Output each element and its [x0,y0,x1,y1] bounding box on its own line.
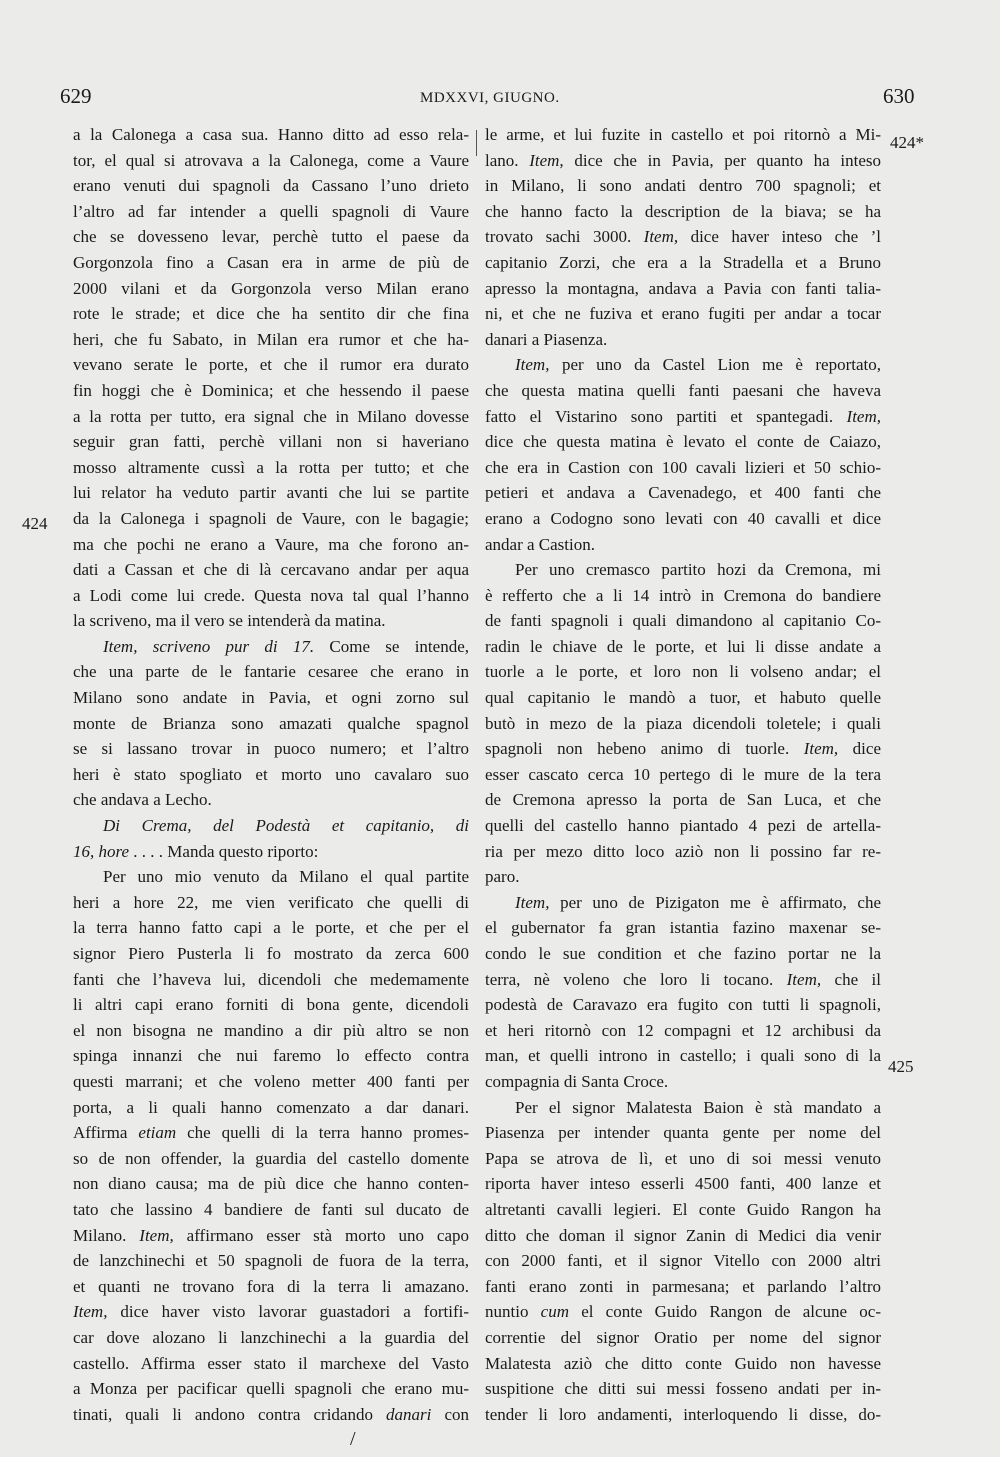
text-line: Per uno cremasco partito hozi da Cremona, mi [515,560,881,580]
text-line: ni, et che ne fuziva et erano fugiti per andar a tocar [485,304,881,324]
left-column [73,122,469,1427]
text-line: la terra hanno fatto capi a le porte, et che per el [73,918,469,938]
text-line: che era in Castion con 100 cavali lizieri et 50 schio- [485,457,881,477]
text-line: Per el signor Malatesta Baion è stà mandato a [515,1097,881,1117]
text-line: Gorgonzola fino a Casan era in arme de più de [73,252,469,272]
text-line: car dove alozano li lanzchinechi a la guardia del [73,1327,469,1347]
text-line: monte de Brianza sono amazati qualche spagnol [73,713,469,733]
text-line: che questa matina quelli fanti paesani che haveva [485,380,881,400]
text-line: el non bisogna ne mandino a dir più altro se non [73,1020,469,1040]
text-line: tuorle a le porte, et loro non li volseno andar; el [485,662,881,682]
text-line: signor Piero Pusterla li fo mostrato da zerca 600 [73,944,469,963]
text-line: fanti erano zonti in parmesana; et parlando l’altro [485,1276,881,1296]
text-line: castello. Affirma esser stato il marchexe del Vasto [73,1353,469,1373]
text-line: le arme, et lui fuzite in castello et poi ritornò a Mi- [485,125,881,144]
text-line: ditto che doman il signor Zanin di Medici dia venir [485,1225,881,1245]
text-line: che se dovesseno levar, perchè tutto el paese da [73,227,469,247]
text-line: man, et quelli introno in castello; i quali sono di la [485,1046,881,1066]
text-line: se si lassano trovar in puoco numero; et l’altro [73,739,469,759]
text-line: che andava a Lecho. [73,790,212,810]
running-header: MDXXVI, GIUGNO. [420,90,560,106]
text-line: nuntio cum el conte Guido Rangon de alcune oc- [485,1302,881,1322]
text-line: compagnia di Santa Croce. [485,1071,669,1091]
text-line: vevano serate le porte, et che il rumor era durato [73,355,469,375]
text-line: a Lodi come lui crede. Questa nova tal qual l’hanno [73,585,469,605]
text-line: Malatesta aziò che ditto conte Guido non havesse [485,1353,881,1373]
text-line: spagnoli non hebeno animo di tuorle. Item, dice [485,739,881,759]
column-rule [476,130,477,156]
text-line: porta, a li quali hanno comenzato a dar danari. [73,1097,469,1117]
text-line: altretanti cavalli legieri. El conte Guido Rangon ha [485,1199,881,1219]
text-line: et quanti ne trovano fora di la terra li amazano. [73,1276,469,1296]
right-column [485,122,881,1427]
text-line: dati a Cassan et che di là cercavano andar per aqua [73,560,469,580]
text-line: Di Crema, del Podestà et capitanio, di [103,816,469,836]
text-line: seguir gran fatti, perchè villani non si haveriano [73,432,469,452]
text-line: fin hoggi che è Dominica; et che hessendo il paese [73,380,469,400]
text-line: de lanzchinechi et 50 spagnoli de fuora de la terra, [73,1251,469,1271]
text-line: lano. Item, dice che in Pavia, per quanto ha inteso [485,150,881,170]
text-line: non diano causa; ma de più dice che hanno conten- [73,1174,469,1194]
text-line: podestà de Caravazo era fugito con tutti li spagnoli, [485,995,881,1015]
text-line: Item, dice haver visto lavorar guastadori a fortifi- [73,1302,469,1322]
text-line: la scriveno, ma il vero se intenderà da matina. [73,611,386,631]
margin-note-right-top: 424* [890,133,924,152]
text-line: de Cremona apresso la porta de San Luca, et che [485,790,881,810]
text-line: Papa se atrova de lì, et uno di soi messi venuto [485,1148,881,1168]
text-line: heri è stato spogliato et morto uno cavalaro suo [73,764,469,784]
text-line: de fanti spagnoli i quali dimandono al capitanio Co- [485,611,881,631]
text-line: suspitione che ditti sui messi fosseno andati per in- [485,1379,881,1399]
text-line: che hanno facto la description de la biava; se ha [485,201,881,221]
text-line: è refferto che a li 14 intrò in Cremona do bandiere [485,585,881,605]
text-line: erano a Codogno sono levati con 40 cavalli et dice [485,508,881,528]
text-line: lui relator ha veduto partir avanti che lui se partite [73,483,469,503]
text-line: con 2000 fanti, et il signor Vitello con 2000 altri [485,1251,881,1271]
text-line: capitanio Zorzi, che era a la Stradella et a Bruno [485,252,881,272]
text-line: apresso la montagna, andava a Pavia con fanti talia- [485,278,881,298]
text-line: 2000 vilani et da Gorgonzola verso Milan erano [73,278,469,298]
text-line: ria per mezo ditto loco aziò non li possino far re- [485,841,881,861]
text-line: Piasenza per intender quanta gente per nome del [485,1123,881,1143]
text-line: danari a Piasenza. [485,329,608,349]
text-line: dice che questa matina è levato el conte de Caiazo, [485,432,881,452]
text-line: da la Calonega i spagnoli de Vaure, con le bagagie; [73,508,469,528]
text-line: li altri capi erano forniti di bona gente, dicendoli [73,995,469,1015]
text-line: a la rotta per tutto, era signal che in Milano dovesse [73,406,469,426]
text-line: heri a hore 22, me vien verificato che quelli di [73,892,469,912]
margin-note-left: 424 [22,514,48,533]
text-line: Item, scriveno pur di 17. Come se intende, [103,636,469,656]
text-line: trovato sachi 3000. Item, dice haver inteso che ’l [485,227,881,247]
page-number-right: 630 [883,84,915,108]
text-line: a la Calonega a casa sua. Hanno ditto ad esso rela- [73,125,469,144]
text-line: quelli del castello hanno piantado 4 pezi de artella- [485,816,881,836]
text-line: qual capitanio le mandò a tuor, et habuto quelle [485,688,881,708]
text-line: rote le strade; et dice che ha sentito dir che fina [73,304,469,324]
text-line: esser cascato cerca 10 pertego di le mure de la tera [485,764,881,784]
text-line: ma che pochi ne erano a Vaure, ma che forono an- [73,534,469,554]
text-line: tender li loro andamenti, interloquendo li disse, do- [485,1404,881,1424]
text-line: andar a Castion. [485,534,595,554]
text-line: fatto el Vistarino sono partiti et spantegadi. Item, [485,406,881,426]
text-line: Per uno mio venuto da Milano el qual partite [103,867,469,887]
text-line: erano venuti dui spagnoli da Cassano l’uno drieto [73,176,469,196]
text-line: spinga innanzi che nui faremo lo effecto contra [73,1046,469,1066]
text-line: et heri ritornò con 12 compagni et 12 archibusi da [485,1020,881,1040]
text-line: mosso altramente cussì a la rotta per tutto; et che [73,457,469,477]
text-line: Milano sono andate in Pavia, et ogni zorno sul [73,688,469,708]
text-line: condo le sue condition et che fazino portar ne la [485,944,881,963]
text-line: a Monza per pacificar quelli spagnoli che erano mu- [73,1379,469,1399]
text-line: so de non offender, la guardia del castello domente [73,1148,469,1168]
footer-mark: / [350,1428,356,1450]
text-line: petieri et andava a Cavenadego, et 400 fanti che [485,483,881,503]
text-line: Affirma etiam che quelli di la terra hanno promes- [73,1123,469,1143]
text-line: questi marrani; et che voleno metter 400 fanti per [73,1071,469,1091]
text-line: tato che lassino 4 bandiere de fanti sul ducato de [73,1199,469,1219]
text-line: Item, per uno de Pizigaton me è affirmato, che [515,892,881,912]
text-line: heri, che fu Sabato, in Milan era rumor et che ha- [73,329,469,349]
text-line: che una parte de le fantarie cesaree che erano in [73,662,469,682]
text-line: 16, hore . . . . Manda questo riporto: [73,841,319,861]
text-line: l’altro ad far intender a quelli spagnoli di Vaure [73,201,469,221]
margin-note-right-bottom: 425 [888,1057,914,1076]
text-line: Item, per uno da Castel Lion me è reportato, [515,355,881,375]
text-line: terra, nè voleno che loro li tocano. Item, che il [485,969,881,989]
text-line: Milano. Item, affirmano esser stà morto uno capo [73,1225,469,1245]
text-line: riporta haver inteso esserli 4500 fanti, 400 lanze et [485,1174,881,1194]
text-line: fanti che l’haveva lui, dicendoli che medemamente [73,969,469,989]
text-line: tinati, quali li andono contra cridando danari con [73,1404,469,1424]
text-line: tor, el qual si atrovava a la Calonega, come a Vaure [73,150,469,170]
text-line: butò in mezo de la piaza dicendoli toletele; i quali [485,713,881,733]
text-line: paro. [485,867,520,887]
text-line: in Milano, li sono andati dentro 700 spagnoli; et [485,176,881,196]
text-line: el gubernator fa gran istantia fazino maxenar se- [485,918,881,938]
page-number-left: 629 [60,84,92,108]
text-line: correntie del signor Oratio per nome del signor [485,1327,881,1347]
text-line: radin le chiave de le porte, et lui li disse andate a [485,636,881,656]
